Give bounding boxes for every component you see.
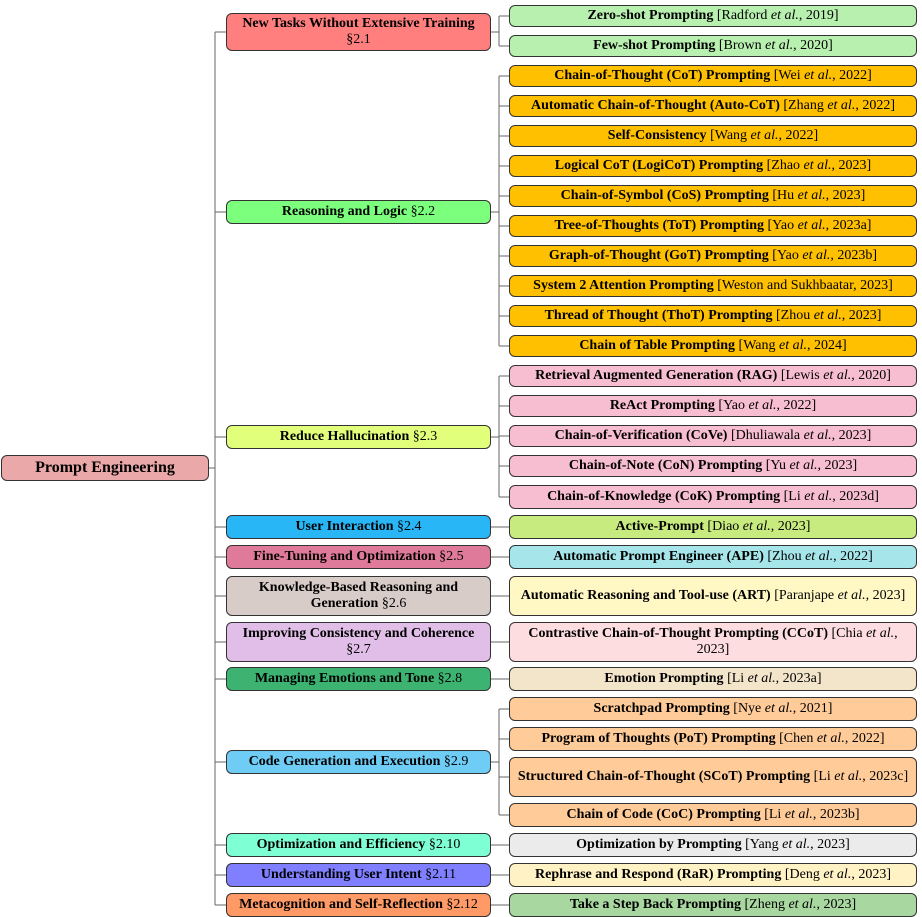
citation: [Yao et al., 2023b] <box>772 248 878 263</box>
method-name: Self-Consistency <box>607 128 707 143</box>
citation: [Chia et al., 2023] <box>696 626 898 657</box>
method-2-2 <box>509 95 917 117</box>
citation: [Zhou et al., 2022] <box>767 549 873 564</box>
category-label: Reduce Hallucination <box>279 429 413 444</box>
citation: [Hu et al., 2023] <box>772 188 866 203</box>
method-name: Chain of Code (CoC) Prompting <box>566 807 761 822</box>
method-3-2 <box>509 395 917 417</box>
section-ref: §2.8 <box>437 671 463 686</box>
method-12-1 <box>509 893 917 917</box>
method-9-1 <box>509 697 917 721</box>
section-ref: §2.9 <box>443 754 469 769</box>
category-label: Code Generation and Execution <box>248 754 444 769</box>
category-1 <box>226 13 491 51</box>
section-ref: §2.4 <box>397 519 422 534</box>
category-12 <box>226 893 491 917</box>
category-5 <box>226 545 491 569</box>
category-label: Reasoning and Logic <box>281 204 411 219</box>
method-name: Chain-of-Knowledge (CoK) Prompting <box>547 489 781 504</box>
method-name: Zero-shot Prompting <box>587 8 714 23</box>
method-9-3 <box>509 757 917 797</box>
citation: [Zheng et al., 2023] <box>744 897 857 912</box>
method-name: Tree-of-Thoughts (ToT) Prompting <box>554 218 764 233</box>
root-label: Prompt Engineering <box>35 459 175 476</box>
citation: [Yang et al., 2023] <box>745 837 850 852</box>
citation: [Li et al., 2023c] <box>813 769 909 784</box>
category-label: Metacognition and Self-Reflection <box>239 897 447 912</box>
citation: [Wang et al., 2022] <box>710 128 819 143</box>
method-name: Chain-of-Symbol (CoS) Prompting <box>560 188 769 203</box>
citation: [Radford et al., 2019] <box>716 8 839 23</box>
method-2-3 <box>509 125 917 147</box>
section-ref: §2.3 <box>412 429 438 444</box>
method-name: Structured Chain-of-Thought (SCoT) Prompting <box>517 769 811 784</box>
citation: [Li et al., 2023a] <box>727 671 822 686</box>
method-3-1 <box>509 365 917 387</box>
category-7 <box>226 622 491 662</box>
category-label: Understanding User Intent <box>260 867 426 882</box>
method-name: Automatic Chain-of-Thought (Auto-CoT) <box>530 98 780 113</box>
category-9 <box>226 750 491 774</box>
method-2-8 <box>509 275 917 297</box>
citation: [Lewis et al., 2020] <box>780 368 891 383</box>
method-2-4 <box>509 155 917 177</box>
method-7-1 <box>509 622 917 662</box>
category-label: Fine-Tuning and Optimization <box>253 549 440 564</box>
method-2-5 <box>509 185 917 207</box>
method-2-10 <box>509 335 917 357</box>
category-3 <box>226 425 491 449</box>
citation: [Zhao et al., 2023] <box>766 158 872 173</box>
method-name: Chain-of-Note (CoN) Prompting <box>568 458 763 473</box>
section-ref: §2.6 <box>381 596 407 611</box>
citation: [Yao et al., 2022] <box>718 398 817 413</box>
method-name: Automatic Prompt Engineer (APE) <box>553 549 764 564</box>
method-name: Take a Step Back Prompting <box>569 897 742 912</box>
category-label: Improving Consistency and Coherence <box>242 626 475 641</box>
citation: [Diao et al., 2023] <box>707 519 811 534</box>
root-node <box>1 455 209 481</box>
method-name: Emotion Prompting <box>604 671 724 686</box>
method-name: Chain-of-Thought (CoT) Prompting <box>554 68 771 83</box>
method-name: Chain-of-Verification (CoVe) <box>554 428 728 443</box>
citation: [Chen et al., 2022] <box>779 731 885 746</box>
method-name: Few-shot Prompting <box>593 38 716 53</box>
section-ref: §2.10 <box>428 837 461 852</box>
category-label: Managing Emotions and Tone <box>254 671 438 686</box>
method-5-1 <box>509 545 917 569</box>
citation: [Deng et al., 2023] <box>784 867 891 882</box>
category-10 <box>226 833 491 857</box>
method-4-1 <box>509 515 917 539</box>
method-11-1 <box>509 863 917 887</box>
category-11 <box>226 863 491 887</box>
method-9-2 <box>509 727 917 751</box>
citation: [Wei et al., 2022] <box>773 68 872 83</box>
category-label: New Tasks Without Extensive Training <box>242 16 475 31</box>
citation: [Weston and Sukhbaatar, 2023] <box>717 278 893 293</box>
method-name: Automatic Reasoning and Tool-use (ART) <box>520 588 771 603</box>
section-ref: §2.2 <box>410 204 436 219</box>
citation: [Dhuliawala et al., 2023] <box>730 428 872 443</box>
citation: [Li et al., 2023b] <box>764 807 860 822</box>
method-2-1 <box>509 65 917 87</box>
method-name: Contrastive Chain-of-Thought Prompting (CCoT) <box>528 626 828 641</box>
citation: [Wang et al., 2024] <box>738 338 847 353</box>
category-label: Knowledge-Based Reasoning and Generation <box>258 580 459 611</box>
category-label: Optimization and Efficiency <box>256 837 429 852</box>
method-name: Thread of Thought (ThoT) Prompting <box>544 308 773 323</box>
section-ref: §2.7 <box>346 642 371 657</box>
section-ref: §2.1 <box>346 32 371 47</box>
method-name: System 2 Attention Prompting <box>533 278 714 293</box>
method-name: Graph-of-Thought (GoT) Prompting <box>548 248 769 263</box>
citation: [Nye et al., 2021] <box>733 701 833 716</box>
method-9-4 <box>509 803 917 827</box>
category-2 <box>226 200 491 224</box>
method-2-7 <box>509 245 917 267</box>
method-3-5 <box>509 485 917 509</box>
method-8-1 <box>509 667 917 691</box>
citation: [Paranjape et al., 2023] <box>774 588 906 603</box>
method-1-2 <box>509 35 917 57</box>
method-name: Chain of Table Prompting <box>579 338 736 353</box>
citation: [Zhou et al., 2023] <box>776 308 882 323</box>
method-name: Program of Thoughts (PoT) Prompting <box>541 731 776 746</box>
method-name: Rephrase and Respond (RaR) Prompting <box>535 867 782 882</box>
category-8 <box>226 667 491 691</box>
method-name: Retrieval Augmented Generation (RAG) <box>535 368 778 383</box>
method-name: Active-Prompt <box>615 519 704 534</box>
method-1-1 <box>509 5 917 27</box>
method-name: ReAct Prompting <box>609 398 715 413</box>
category-4 <box>226 515 491 539</box>
citation: [Yao et al., 2023a] <box>767 218 872 233</box>
method-3-3 <box>509 425 917 447</box>
category-6 <box>226 576 491 616</box>
method-2-9 <box>509 305 917 327</box>
citation: [Brown et al., 2020] <box>718 38 833 53</box>
category-label: User Interaction <box>295 519 398 534</box>
section-ref: §2.12 <box>446 897 478 912</box>
section-ref: §2.11 <box>425 867 457 882</box>
method-name: Logical CoT (LogiCoT) Prompting <box>554 158 764 173</box>
method-name: Optimization by Prompting <box>576 837 742 852</box>
method-10-1 <box>509 833 917 857</box>
method-2-6 <box>509 215 917 237</box>
method-3-4 <box>509 455 917 477</box>
section-ref: §2.5 <box>439 549 464 564</box>
citation: [Zhang et al., 2022] <box>783 98 895 113</box>
citation: [Yu et al., 2023] <box>765 458 858 473</box>
citation: [Li et al., 2023d] <box>783 489 879 504</box>
method-6-1 <box>509 576 917 616</box>
method-name: Scratchpad Prompting <box>593 701 730 716</box>
